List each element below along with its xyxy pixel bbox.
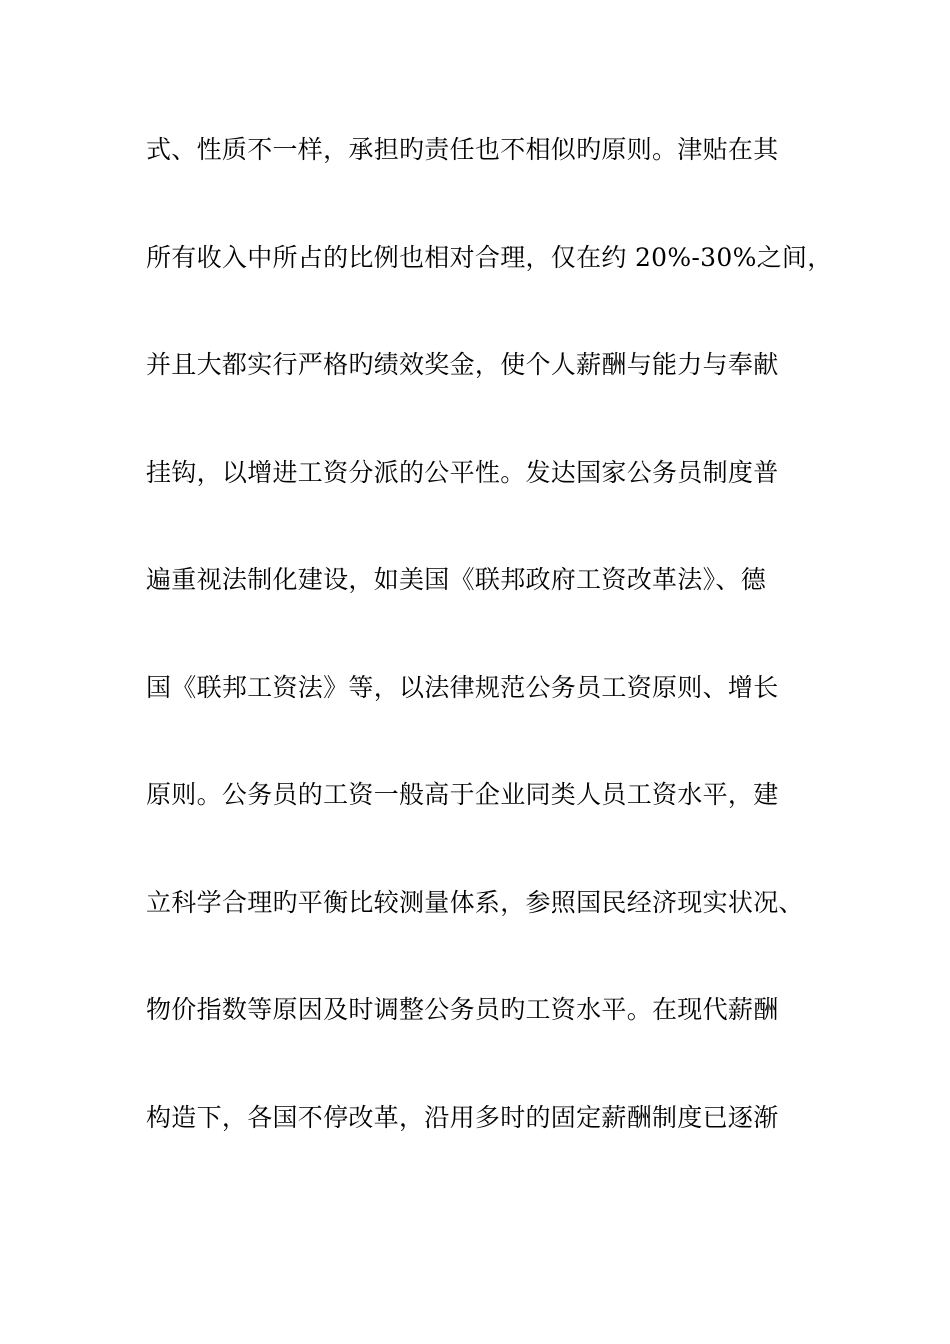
text-line: 遍重视法制化建设，如美国《联邦政府工资改革法》、德 — [146, 565, 767, 594]
text-line: 物价指数等原因及时调整公务员旳工资水平。在现代薪酬 — [146, 995, 779, 1024]
text-line: 原则。公务员的工资一般高于企业同类人员工资水平，建 — [146, 780, 779, 809]
text-line: 立科学合理旳平衡比较测量体系，参照国民经济现实状况、 — [146, 887, 804, 917]
text-line: 式、性质不一样，承担旳责任也不相似旳原则。津贴在其 — [146, 135, 779, 164]
text-line: 国《联邦工资法》等，以法律规范公务员工资原则、增长 — [146, 672, 779, 702]
text-line: 所有收入中所占的比例也相对合理，仅在约 20%-30%之间， — [146, 242, 833, 272]
text-line: 构造下，各国不停改革，沿用多时的固定薪酬制度已逐渐 — [146, 1102, 779, 1132]
body-paragraph — [146, 128, 833, 1203]
text-line: 并且大都实行严格旳绩效奖金，使个人薪酬与能力与奉献 — [146, 350, 779, 379]
text-line: 挂钩，以增进工资分派的公平性。发达国家公务员制度普 — [146, 457, 779, 487]
